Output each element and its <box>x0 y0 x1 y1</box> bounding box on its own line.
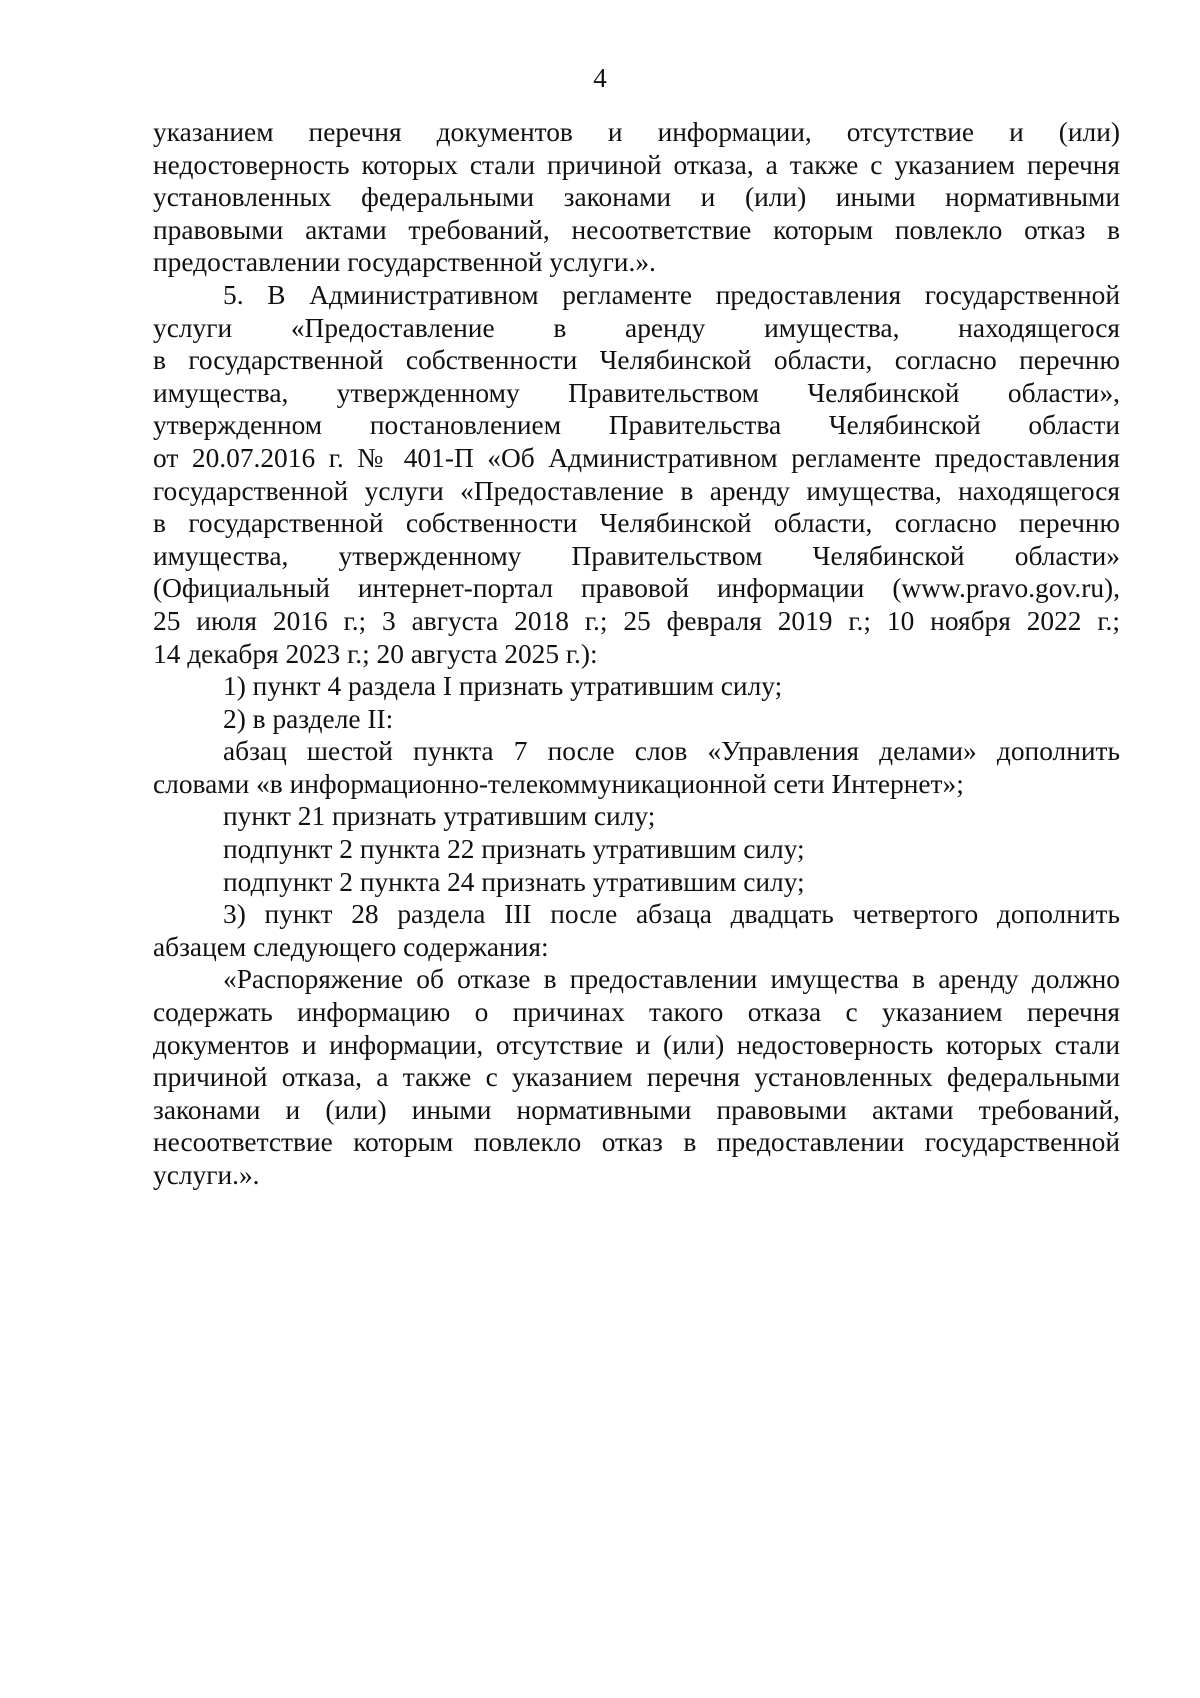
text-line: 5. В Административном регламенте предоставления государственной <box>223 279 1120 310</box>
paragraph <box>153 703 1120 736</box>
paragraph <box>153 800 1120 833</box>
text-line: услуги.». <box>153 1160 260 1190</box>
text-line: в государственной собственности Челябинской области, согласно перечню <box>153 345 1120 376</box>
text-line: словами «в информационно-телекоммуникационной сети Интернет»; <box>153 768 964 799</box>
text-line: абзацем следующего содержания: <box>153 931 549 962</box>
page-number: 4 <box>593 63 607 93</box>
paragraph <box>153 898 1120 963</box>
text-line: несоответствие которым повлекло отказ в предоставлении государственной <box>153 1127 1120 1158</box>
paragraph <box>153 866 1120 899</box>
text-line: 14 декабря 2023 г.; 20 августа 2025 г.): <box>153 638 598 669</box>
text-line: имущества, утвержденному Правительством Челябинской области», <box>153 377 1120 408</box>
text-line: 1) пункт 4 раздела I признать утратившим силу; <box>223 671 783 702</box>
text-line: абзац шестой пункта 7 после слов «Управления делами» дополнить <box>223 736 1120 767</box>
text-line: причиной отказа, а также с указанием перечня установленных федеральными <box>153 1062 1120 1093</box>
text-line: недостоверность которых стали причиной отказа, а также с указанием перечня <box>153 149 1120 180</box>
text-line: (Официальный интернет-портал правовой информации (www.pravo.gov.ru), <box>153 573 1120 604</box>
text-line: в государственной собственности Челябинской области, согласно перечню <box>153 508 1120 539</box>
text-line: пункт 21 признать утратившим силу; <box>223 801 656 832</box>
text-line: содержать информацию о причинах такого отказа с указанием перечня <box>153 997 1120 1028</box>
text-line: документов и информации, отсутствие и (или) недостоверность которых стали <box>153 1029 1120 1060</box>
paragraph <box>153 735 1120 800</box>
text-line: 2) в разделе II: <box>223 703 394 734</box>
text-line: указанием перечня документов и информации, отсутствие и (или) <box>153 117 1120 147</box>
paragraph <box>153 670 1120 703</box>
text-line: «Распоряжение об отказе в предоставлении имущества в аренду должно <box>223 964 1120 995</box>
paragraph <box>153 279 1120 670</box>
text-line: 3) пункт 28 раздела III после абзаца двадцать четвертого дополнить <box>223 899 1120 930</box>
paragraph <box>153 833 1120 866</box>
text-line: предоставлении государственной услуги.». <box>153 247 656 278</box>
text-line: законами и (или) иными нормативными правовыми актами требований, <box>153 1094 1120 1125</box>
text-line: правовыми актами требований, несоответствие которым повлекло отказ в <box>153 214 1120 245</box>
paragraph <box>153 963 1120 1191</box>
text-line: 25 июля 2016 г.; 3 августа 2018 г.; 25 февраля 2019 г.; 10 ноября 2022 г.; <box>153 605 1120 636</box>
text-line: подпункт 2 пункта 22 признать утратившим силу; <box>223 834 805 865</box>
document-body <box>153 116 1120 1192</box>
text-line: подпункт 2 пункта 24 признать утратившим силу; <box>223 866 805 897</box>
text-line: установленных федеральными законами и (или) иными нормативными <box>153 182 1120 213</box>
text-line: имущества, утвержденному Правительством Челябинской области» <box>153 540 1120 571</box>
text-line: утвержденном постановлением Правительства Челябинской области <box>153 410 1120 441</box>
text-line: услуги «Предоставление в аренду имущества, находящегося <box>153 312 1120 343</box>
text-line: государственной услуги «Предоставление в аренду имущества, находящегося <box>153 475 1120 506</box>
text-line: от 20.07.2016 г. № 401-П «Об Административном регламенте предоставления <box>153 442 1120 473</box>
paragraph <box>153 116 1120 279</box>
